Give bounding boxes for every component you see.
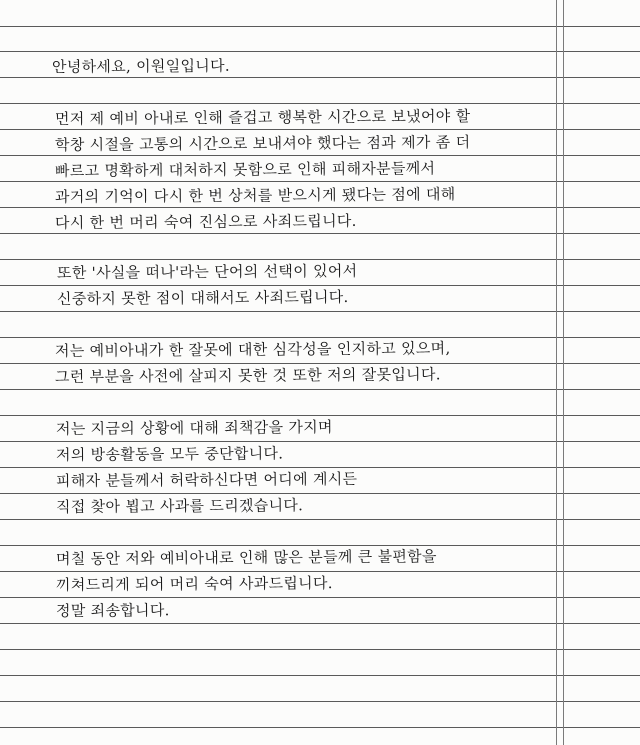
- letter-line: 직접 찾아 뵙고 사과를 드리겠습니다.: [55, 496, 304, 516]
- ruled-line: [0, 519, 640, 520]
- letter-line: 빠르고 명확하게 대처하지 못함으로 인해 피해자분들께서: [54, 159, 436, 180]
- letter-line: 피해자 분들께서 허락하신다면 어디에 계시든: [55, 469, 358, 490]
- letter-line: 그런 부분을 사전에 살피지 못한 것 또한 저의 잘못입니다.: [54, 365, 441, 386]
- letter-line: 학창 시절을 고통의 시간으로 보내셔야 했다는 점과 제가 좀 더: [54, 133, 471, 154]
- ruled-line: [0, 415, 640, 416]
- ruled-line: [0, 129, 640, 130]
- ruled-line: [0, 571, 640, 572]
- letter-line: 며칠 동안 저와 예비아내로 인해 많은 분들께 큰 불편함을: [55, 547, 437, 568]
- letter-line: 끼쳐드리게 되어 머리 숙여 사과드립니다.: [55, 574, 333, 594]
- ruled-line: [0, 389, 640, 390]
- ruled-line: [0, 51, 640, 52]
- ruled-line: [0, 77, 640, 78]
- ruled-line: [0, 103, 640, 104]
- ruled-line: [0, 233, 640, 234]
- ruled-line: [0, 207, 640, 208]
- letter-line: 다시 한 번 머리 숙여 진심으로 사죄드립니다.: [54, 211, 357, 232]
- letter-line: 신중하지 못한 점이 대해서도 사죄드립니다.: [56, 287, 349, 308]
- letter-line: 저의 방송활동을 모두 중단합니다.: [55, 444, 284, 464]
- ruled-line: [0, 545, 640, 546]
- letter-line: 저는 지금의 상황에 대해 죄책감을 가지며: [55, 418, 333, 438]
- ruled-line: [0, 597, 640, 598]
- greeting-line: 안녕하세요, 이원일입니다.: [51, 56, 230, 76]
- ruled-line: [0, 26, 640, 27]
- ruled-line: [0, 181, 640, 182]
- ruled-line: [0, 467, 640, 468]
- ruled-line: [0, 701, 640, 702]
- ruled-line: [0, 623, 640, 624]
- margin-line: [563, 0, 564, 745]
- ruled-line: [0, 441, 640, 442]
- letter-line: 과거의 기억이 다시 한 번 상처를 받으시게 됐다는 점에 대해: [54, 185, 456, 206]
- letter-line: 저는 예비아내가 한 잘못에 대한 심각성을 인지하고 있으며,: [54, 339, 451, 360]
- ruled-line: [0, 337, 640, 338]
- ruled-line: [0, 155, 640, 156]
- letter-line: 먼저 제 예비 아내로 인해 즐겁고 행복한 시간으로 보냈어야 할: [54, 107, 471, 128]
- ruled-line: [0, 259, 640, 260]
- ruled-line: [0, 493, 640, 494]
- letter-line: 또한 '사실을 떠나'라는 단어의 선택이 있어서: [56, 261, 358, 282]
- margin-line: [556, 0, 557, 745]
- ruled-line: [0, 363, 640, 364]
- ruled-line: [0, 675, 640, 676]
- ruled-line: [0, 311, 640, 312]
- ruled-line: [0, 285, 640, 286]
- closing-line: 정말 죄송합니다.: [55, 601, 170, 620]
- ruled-line: [0, 727, 640, 728]
- ruled-line: [0, 649, 640, 650]
